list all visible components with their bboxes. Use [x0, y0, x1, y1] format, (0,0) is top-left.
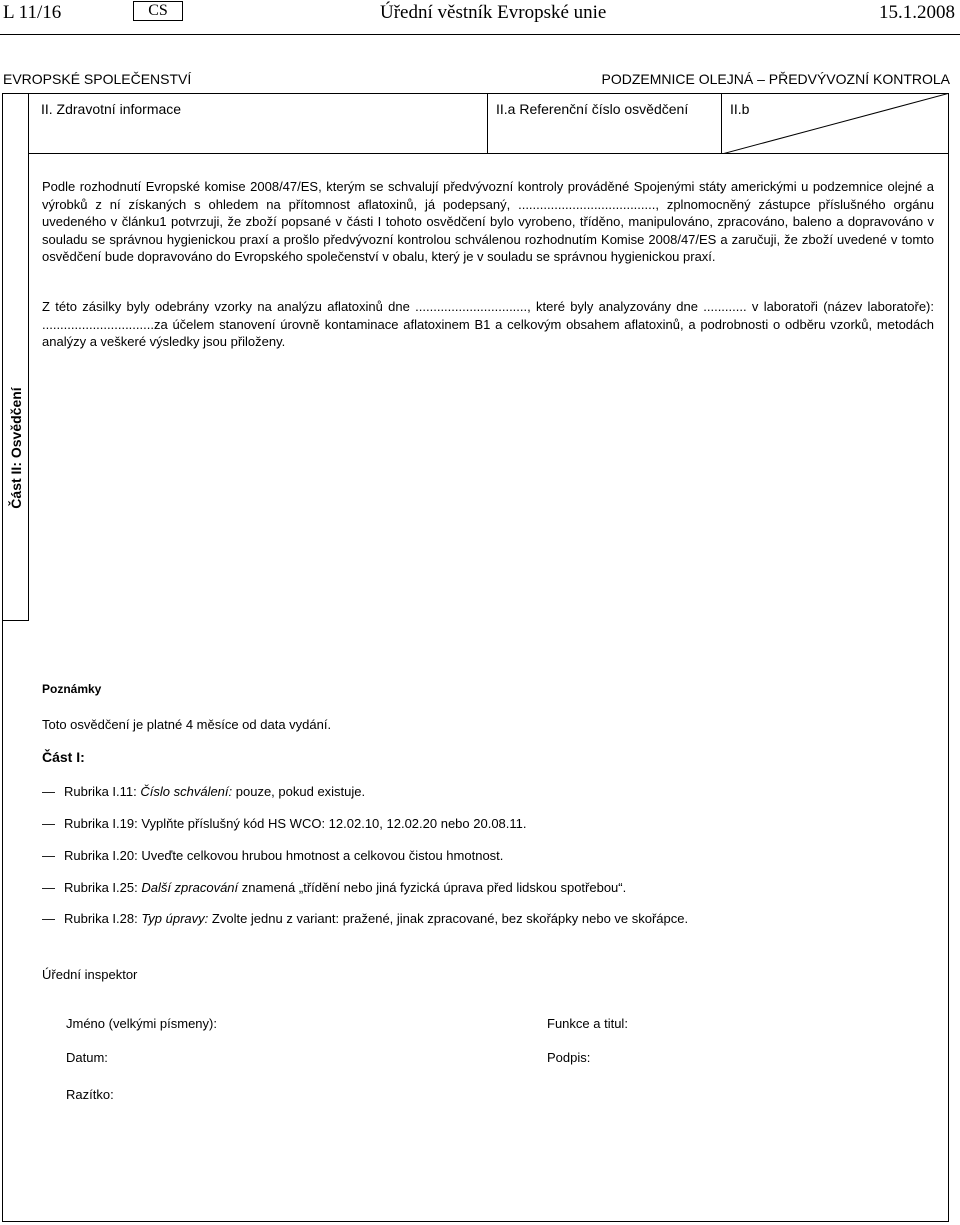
publication-date: 15.1.2008 [879, 2, 955, 23]
language-badge: CS [133, 1, 183, 21]
journal-header [0, 0, 960, 34]
section-header-row [29, 93, 949, 154]
rubric-item: — Rubrika I.19: Vyplňte příslušný kód HS WCO: 12.02.10, 12.02.20 nebo 20.08.11. [42, 816, 527, 831]
certificate-type: PODZEMNICE OLEJNÁ – PŘEDVÝVOZNÍ KONTROLA [601, 71, 950, 87]
journal-title: Úřední věstník Evropské unie [380, 2, 607, 23]
iib-label: II.b [730, 101, 750, 117]
rubric-item: — Rubrika I.11: Číslo schválení: pouze, pokud existuje. [42, 784, 366, 799]
diagonal-strike [722, 93, 949, 154]
validity-note: Toto osvědčení je platné 4 měsíce od data vydání. [42, 717, 332, 732]
signature-field-label: Podpis: [547, 1050, 591, 1065]
part-sidebar [2, 93, 29, 621]
stamp-field-label: Razítko: [66, 1087, 114, 1102]
rubric-item: — Rubrika I.28: Typ úpravy: Zvolte jednu z variant: pražené, jinak zpracované, bez skořápky nebo ve skořápce. [42, 911, 689, 926]
name-field-label: Jméno (velkými písmeny): [66, 1016, 217, 1031]
official-inspector-label: Úřední inspektor [42, 967, 138, 982]
health-info-cell: II. Zdravotní informace [41, 101, 182, 117]
function-field-label: Funkce a titul: [547, 1016, 628, 1031]
part-one-title: Část I: [42, 749, 85, 765]
rubric-item: — Rubrika I.25: Další zpracování znamená „třídění nebo jiná fyzická úprava před lidskou spotřebou“. [42, 880, 627, 895]
community-label: EVROPSKÉ SPOLEČENSTVÍ [3, 71, 192, 87]
page-number: L 11/16 [3, 2, 62, 23]
date-field-label: Datum: [66, 1050, 108, 1065]
notes-title: Poznámky [42, 682, 102, 696]
sampling-paragraph: Z této zásilky byly odebrány vzorky na analýzu aflatoxinů dne ..............................., které byly analyzovány dne ............ v laboratoři (název laboratoře): ...............................za účelem stanovení úrovně kontaminace aflatoxinem B1 a celkovým obsahem aflatoxinů, a podrobnosti o odběru vzorků, metodách analýzy a veškeré výsledky jsou přiloženy. [42, 299, 934, 350]
sidebar-label: Část II: Osvědčení [8, 387, 24, 509]
attestation-paragraph: Podle rozhodnutí Evropské komise 2008/47/ES, kterým se schvalují předvývozní kontroly prováděné Spojenými státy americkými u podzemnice olejné a výrobků z ní získaných s ohledem na přítomnost aflatoxinů, já podepsaný, ......................................, zplnomocněný zástupce příslušného orgánu uvedeného v článku1 potvrzuji, že zboží popsané v části I tohoto osvědčení bylo vyrobeno, tříděno, manipulováno, zpracováno, baleno a dopravováno v souladu se správnou hygienickou praxí a prošlo předvývozní kontrolou schválenou rozhodnutím Komise 2008/47/ES a zaručuji, že zboží uvedené v tomto osvědčení bude dopravováno do Evropského společenství v obalu, který je v souladu se správnou hygienickou praxí. [42, 179, 934, 265]
iib-cell [721, 93, 949, 154]
reference-number-cell: II.a Referenční číslo osvědčení [487, 93, 721, 154]
header-divider [0, 34, 960, 35]
rubric-item: — Rubrika I.20: Uveďte celkovou hrubou hmotnost a celkovou čistou hmotnost. [42, 848, 504, 863]
